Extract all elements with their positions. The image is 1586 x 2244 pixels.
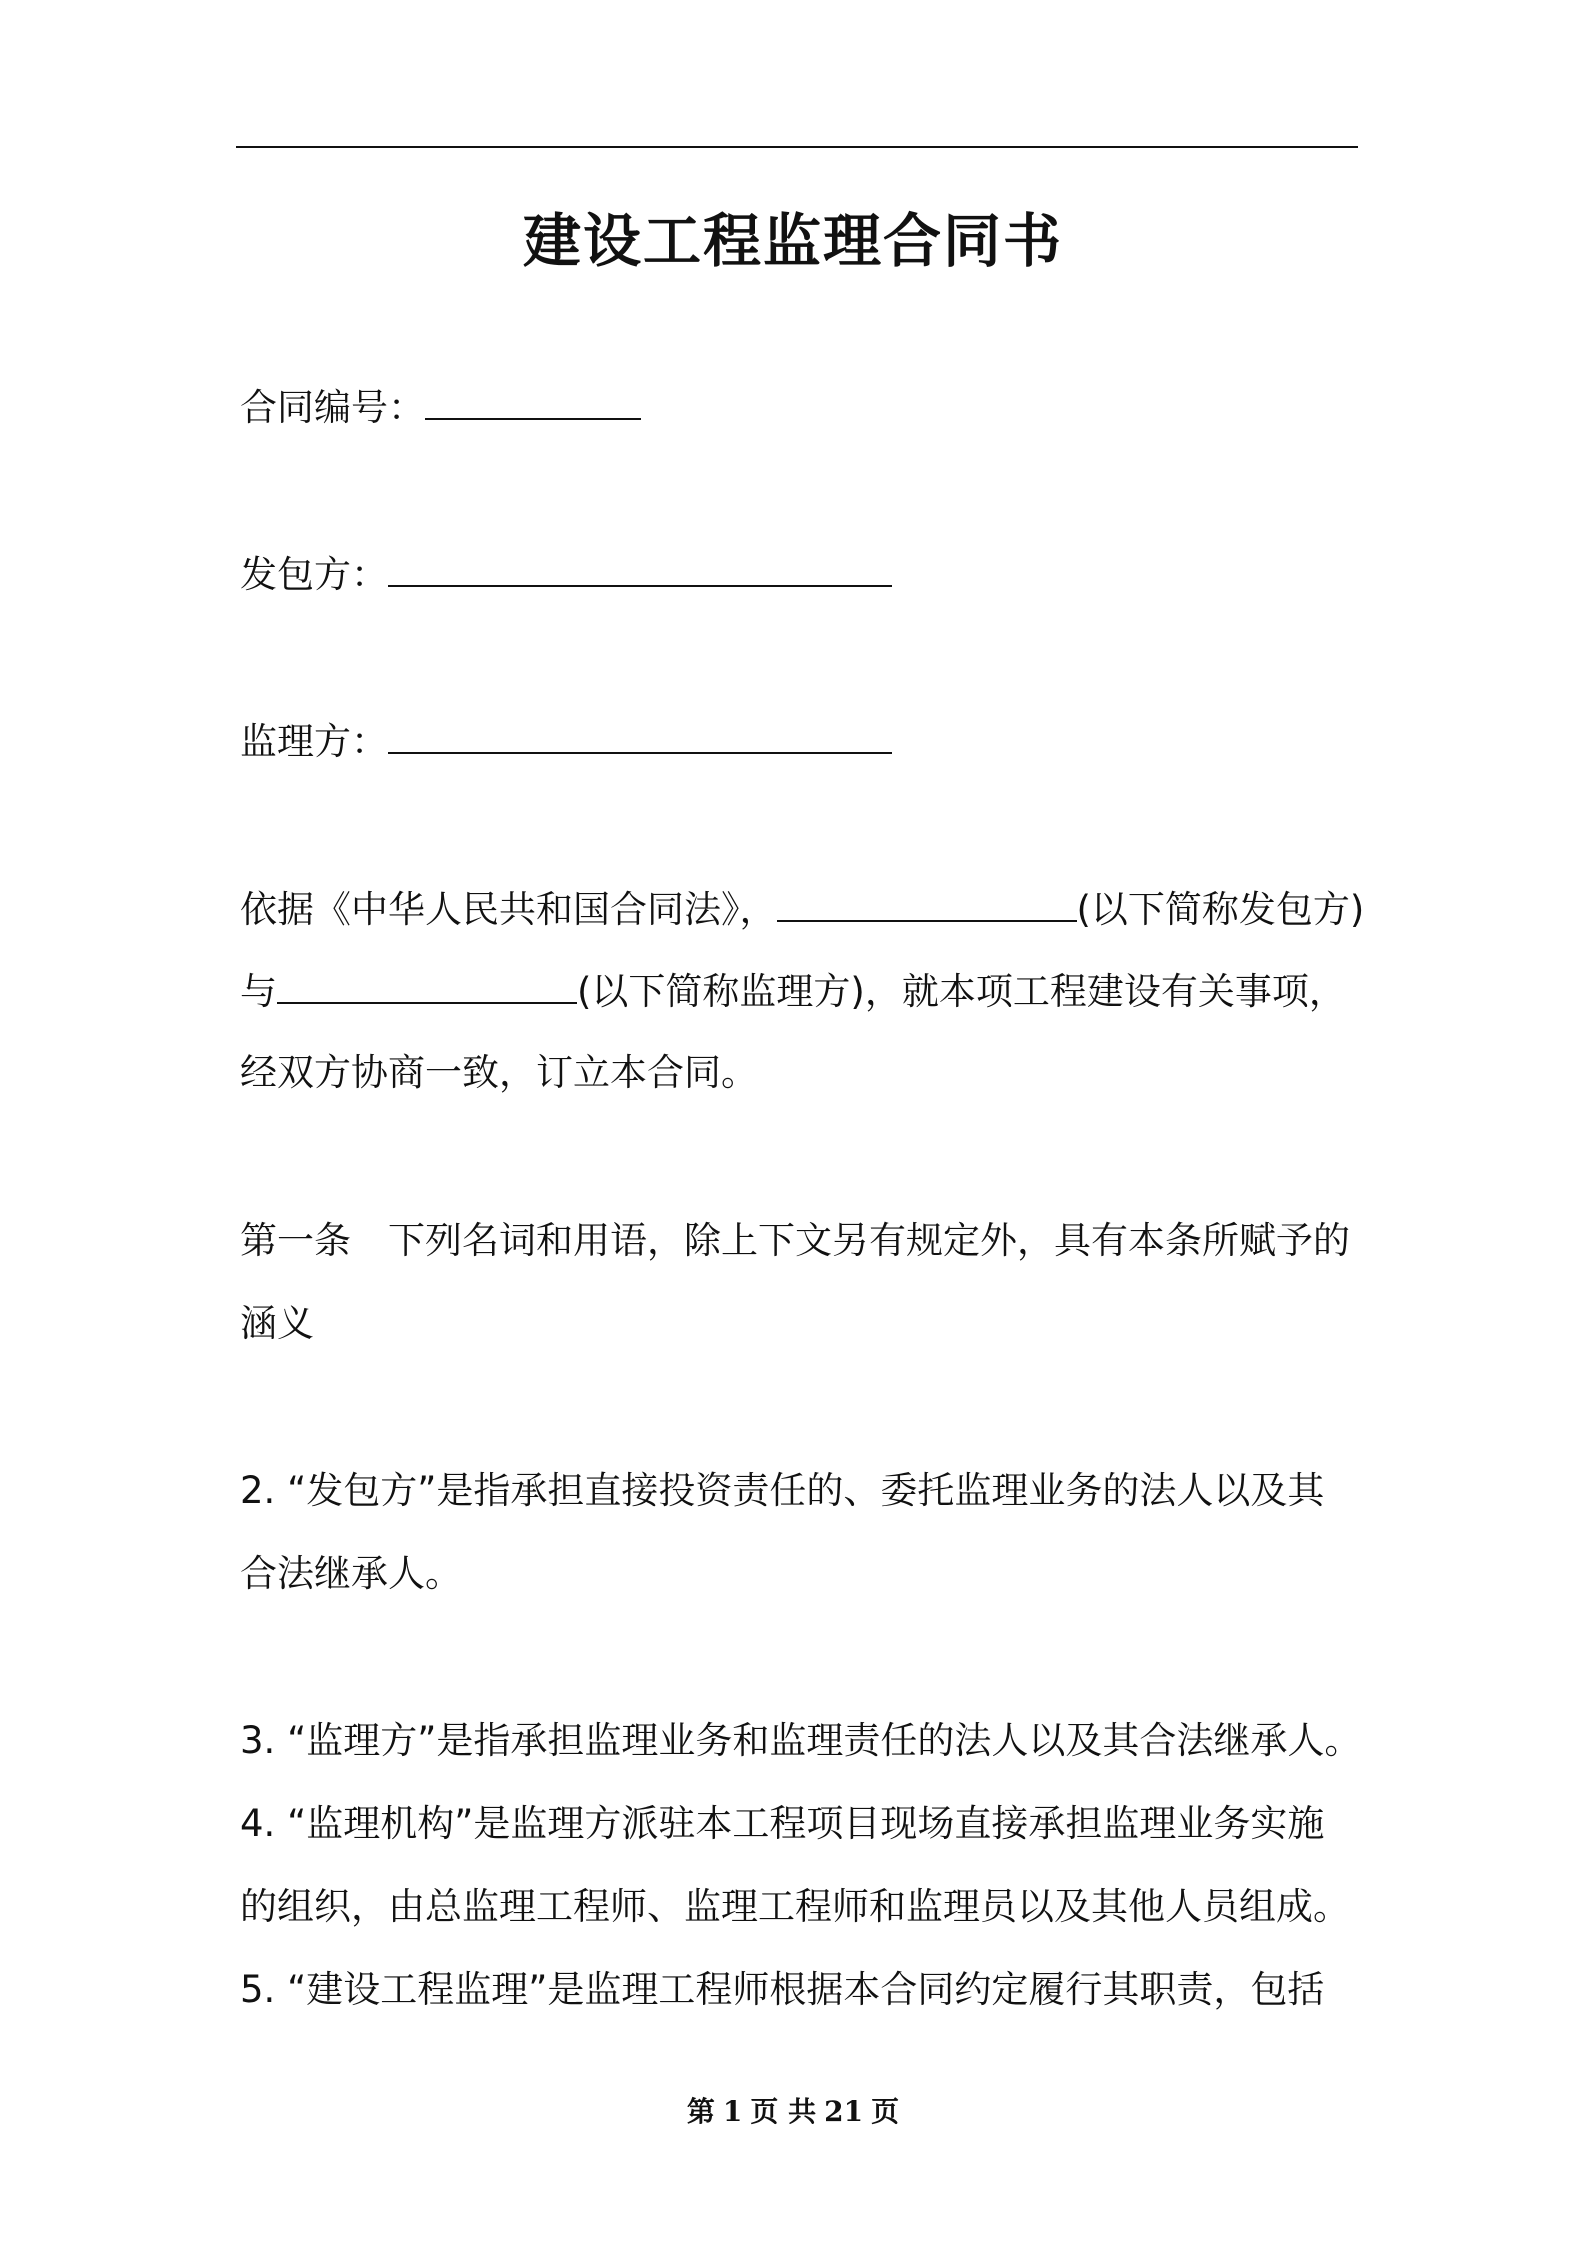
contract-number-blank[interactable] xyxy=(425,378,641,420)
clause-line: 2. “发包方”是指承担直接投资责任的、委托监理业务的法人以及其 xyxy=(240,1469,1325,1512)
preamble-line-1 xyxy=(240,880,1364,938)
supervisor-blank[interactable] xyxy=(388,712,892,754)
clause-line: 合法继承人。 xyxy=(240,1552,462,1595)
clause-line: 5. “建设工程监理”是监理工程师根据本合同约定履行其职责，包括 xyxy=(240,1968,1325,2011)
document-title: 建设工程监理合同书 xyxy=(522,207,1063,275)
employer-row xyxy=(240,545,892,603)
footer-prefix: 第 xyxy=(686,2095,715,2128)
supervisor-name-blank[interactable] xyxy=(277,962,577,1004)
header-rule xyxy=(236,146,1358,148)
footer-page-number: 1 xyxy=(722,2095,743,2128)
article-1-line-2: 涵义 xyxy=(240,1302,314,1345)
preamble-line-2 xyxy=(240,962,1346,1020)
supervisor-row xyxy=(240,712,892,770)
preamble-text: (以下简称发包方) xyxy=(1076,888,1365,931)
page-footer xyxy=(0,2092,1586,2132)
preamble-text: (以下简称监理方)，就本项工程建设有关事项， xyxy=(577,970,1346,1013)
footer-total-pages: 21 xyxy=(824,2095,864,2128)
preamble-text: 与 xyxy=(240,970,277,1013)
contract-number-row xyxy=(240,378,641,436)
supervisor-label: 监理方： xyxy=(240,720,388,763)
contract-number-label: 合同编号： xyxy=(240,386,425,429)
article-1-line-1: 第一条 下列名词和用语，除上下文另有规定外，具有本条所赋予的 xyxy=(240,1219,1350,1262)
clause-line: 4. “监理机构”是监理方派驻本工程项目现场直接承担监理业务实施 xyxy=(240,1802,1325,1845)
clause-line: 3. “监理方”是指承担监理业务和监理责任的法人以及其合法继承人。 xyxy=(240,1719,1362,1762)
preamble-text: 依据《中华人民共和国合同法》， xyxy=(240,888,777,931)
employer-blank[interactable] xyxy=(388,545,892,587)
employer-name-blank[interactable] xyxy=(777,880,1077,922)
footer-suffix: 页 xyxy=(871,2095,900,2128)
footer-middle: 页 共 xyxy=(750,2095,817,2128)
clause-line: 的组织，由总监理工程师、监理工程师和监理员以及其他人员组成。 xyxy=(240,1885,1350,1928)
employer-label: 发包方： xyxy=(240,553,388,596)
preamble-line-3: 经双方协商一致，订立本合同。 xyxy=(240,1051,758,1094)
